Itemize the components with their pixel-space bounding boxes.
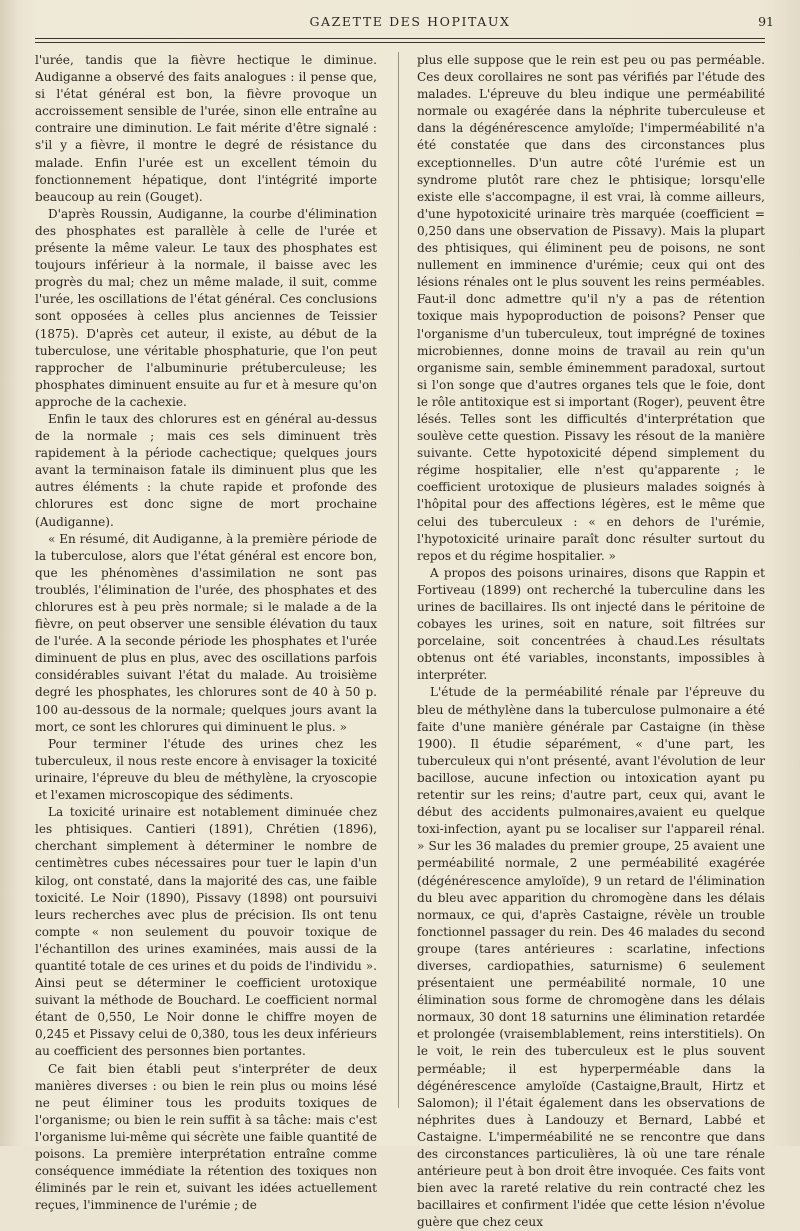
running-title: GAZETTE DES HOPITAUX xyxy=(309,14,511,29)
header-rule-thin xyxy=(35,42,765,43)
left-column xyxy=(35,52,377,1214)
paragraph: plus elle suppose que le rein est peu ou pas perméable. Ces deux corollaires ne sont pas vérifiés par l'étude des malades. L'épreuve du bleu indique une perméabilité normale ou exagérée dans la néphrite tuberculeuse et dans la dégénérescence amyloïde; l'imperméabilité n'a été constatée que dans des circonstances plus exceptionnelles. D'un autre côté l'urémie est un syndrome plutôt rare chez le phtisique; lorsqu'elle existe elle s'accompagne, il est vrai, là comme ailleurs, d'une hypotoxicité urinaire très marquée (coefficient = 0,250 dans une observation de Pissavy). Mais la plupart des phtisiques, qui éliminent peu de poisons, ne sont nullement en imminence d'urémie; ceux qui ont des lésions rénales ont le plus souvent les reins perméables. Faut-il donc admettre qu'il n'y a pas de rétention toxique mais hypoproduction de poisons? Penser que l'organisme d'un tuberculeux, tout imprégné de toxines microbiennes, donne moins de travail au rein qu'un organisme sain, semble éminemment paradoxal, surtout si l'on songe que d'autres organes tels que le foie, dont le rôle antitoxique est si important (Roger), peuvent être lésés. Telles sont les difficultés d'interprétation que soulève cette question. Pissavy les résout de la manière suivante. Cette hypotoxicité dépend simplement du régime hospitalier, elle n'est qu'apparente ; le coefficient urotoxique de plusieurs malades soignés à l'hôpital pour des affections légères, est le même que celui des tuberculeux : « en dehors de l'urémie, l'hypotoxicité urinaire paraît donc résulter surtout du repos et du régime hospitalier. » xyxy=(417,53,765,563)
paragraph: Ce fait bien établi peut s'interpréter de deux manières diverses : ou bien le rein plus ou moins lésé ne peut éliminer tous les produits toxiques de l'organisme; ou bien le rein suffit à sa tâche: mais c'est l'organisme lui-même qui sécrète une faible quantité de poisons. La première interprétation entraîne comme conséquence immédiate la rétention des toxiques non éliminés par le rein et, suivant les idées actuellement reçues, l'imminence de l'urémie ; de xyxy=(35,1061,377,1213)
running-header xyxy=(40,12,780,34)
column-separator xyxy=(398,52,399,1108)
paragraph: D'après Roussin, Audiganne, la courbe d'élimination des phosphates est parallèle à celle de l'urée et présente la même valeur. Le taux des phosphates est toujours inférieur à la normale, il baisse avec les progrès du mal; chez un même malade, il suit, comme l'urée, les oscillations de l'état général. Ces conclusions sont opposées à celles plus anciennes de Teissier (1875). D'après cet auteur, il existe, au début de la tuberculose, une véritable phosphaturie, que l'on peut rapprocher de l'albuminurie prétuberculeuse; les phosphates diminuent ensuite au fur et à mesure qu'on approche de la cachexie. xyxy=(35,206,377,409)
paragraph: « En résumé, dit Audiganne, à la première période de la tuberculose, alors que l'état général est encore bon, que les phénomènes d'assimilation ne sont pas troublés, l'élimination de l'urée, des phosphates et des chlorures est à peu près normale; si le malade a de la fièvre, on peut observer une sensible élévation du taux de l'urée. A la seconde période les phosphates et l'urée diminuent de plus en plus, avec des oscillations parfois considérables suivant l'état du malade. Au troisième degré les phosphates, les chlorures sont de 40 à 50 p. 100 au-dessous de la normale; quelques jours avant la mort, ce sont les chlorures qui diminuent le plus. » xyxy=(35,531,377,734)
header-rule-thick xyxy=(35,38,765,39)
paragraph: Pour terminer l'étude des urines chez les tuberculeux, il nous reste encore à envisager la toxicité urinaire, l'épreuve du bleu de méthylène, la cryoscopie et l'examen microscopique des sédiments. xyxy=(35,736,377,803)
page-number: 91 xyxy=(758,14,774,29)
paragraph: Enfin le taux des chlorures est en général au-dessus de la normale ; mais ces sels diminuent très rapidement à la période cachectique; quelques jours avant la terminaison fatale ils diminuent plus que les autres éléments : la chute rapide et profonde des chlorures est donc signe de mort prochaine (Audiganne). xyxy=(35,411,377,529)
paragraph: La toxicité urinaire est notablement diminuée chez les phtisiques. Cantieri (1891), Chrétien (1896), cherchant simplement à déterminer le nombre de centimètres cubes nécessaires pour tuer le lapin d'un kilog, ont constaté, dans la majorité des cas, une faible toxicité. Le Noir (1890), Pissavy (1898) ont poursuivi leurs recherches avec plus de précision. Ils ont tenu compte « non seulement du pouvoir toxique de l'échantillon des urines examinées, mais aussi de la quantité totale de ces urines et du poids de l'individu ». Ainsi peut se déterminer le coefficient urotoxique suivant la méthode de Bouchard. Le coefficient normal étant de 0,550, Le Noir donne le chiffre moyen de 0,245 et Pissavy celui de 0,380, tous les deux inférieurs au coefficient des personnes bien portantes. xyxy=(35,805,377,1059)
paragraph: A propos des poisons urinaires, disons que Rappin et Fortiveau (1899) ont recherché la tuberculine dans les urines de bacillaires. Ils ont injecté dans le péritoine de cobayes les urines, soit en nature, soit filtrées sur porcelaine, soit concentrées à chaud.Les résultats obtenus ont été variables, inconstants, impossibles à interpréter. xyxy=(417,565,765,683)
right-column xyxy=(417,52,765,1231)
paragraph: L'étude de la perméabilité rénale par l'épreuve du bleu de méthylène dans la tuberculose pulmonaire a été faite d'une manière générale par Castaigne (in thèse 1900). Il étudie séparément, « d'une part, les tuberculeux qui n'ont présenté, avant l'évolution de leur bacillose, aucune infection ou intoxication ayant pu retentir sur les reins; d'autre part, ceux qui, avant le début des accidents pulmonaires,avaient eu quelque toxi-infection, ayant pu se localiser sur l'appareil rénal. » Sur les 36 malades du premier groupe, 25 avaient une perméabilité normale, 2 une perméabilité exagérée (dégénérescence amyloïde), 9 un retard de l'élimination du bleu avec apparition du chromogène dans les délais normaux, ce qui, d'après Castaigne, révèle un trouble fonctionnel passager du rein. Des 46 malades du second groupe (tares antérieures : scarlatine, infections diverses, cardiopathies, saturnisme) 6 seulement présentaient une perméabilité normale, 10 une élimination sous forme de chromogène dans les délais normaux, 30 dont 18 saturnins une élimination retardée et prolongée (vraisemblablement, reins interstitiels). On le voit, le rein des tuberculeux est le plus souvent perméable; il est hyperperméable dans la dégénérescence amyloïde (Castaigne,Brault, Hirtz et Salomon); il l'était également dans les observations de néphrites dues à Landouzy et Bernard, Labbé et Castaigne. L'imperméabilité ne se rencontre que dans des circonstances particulières, là où une tare rénale antérieure peut à bon droit être invoquée. Ces faits vont bien avec la rareté relative du rein contracté chez les bacillaires et confirment l'idée que cette lésion n'évolue guère que chez ceux xyxy=(417,685,765,1230)
paragraph: l'urée, tandis que la fièvre hectique le diminue. Audiganne a observé des faits analogues : il pense que, si l'état général est bon, la fièvre provoque un accroissement sensible de l'urée, sinon elle entraîne au contraire une diminution. Le fait mérite d'être signalé : s'il y a fièvre, il montre le degré de résistance du malade. Enfin l'urée est un excellent témoin du fonctionnement hépatique, dont l'intégrité importe beaucoup au rein (Gouget). xyxy=(35,53,377,204)
